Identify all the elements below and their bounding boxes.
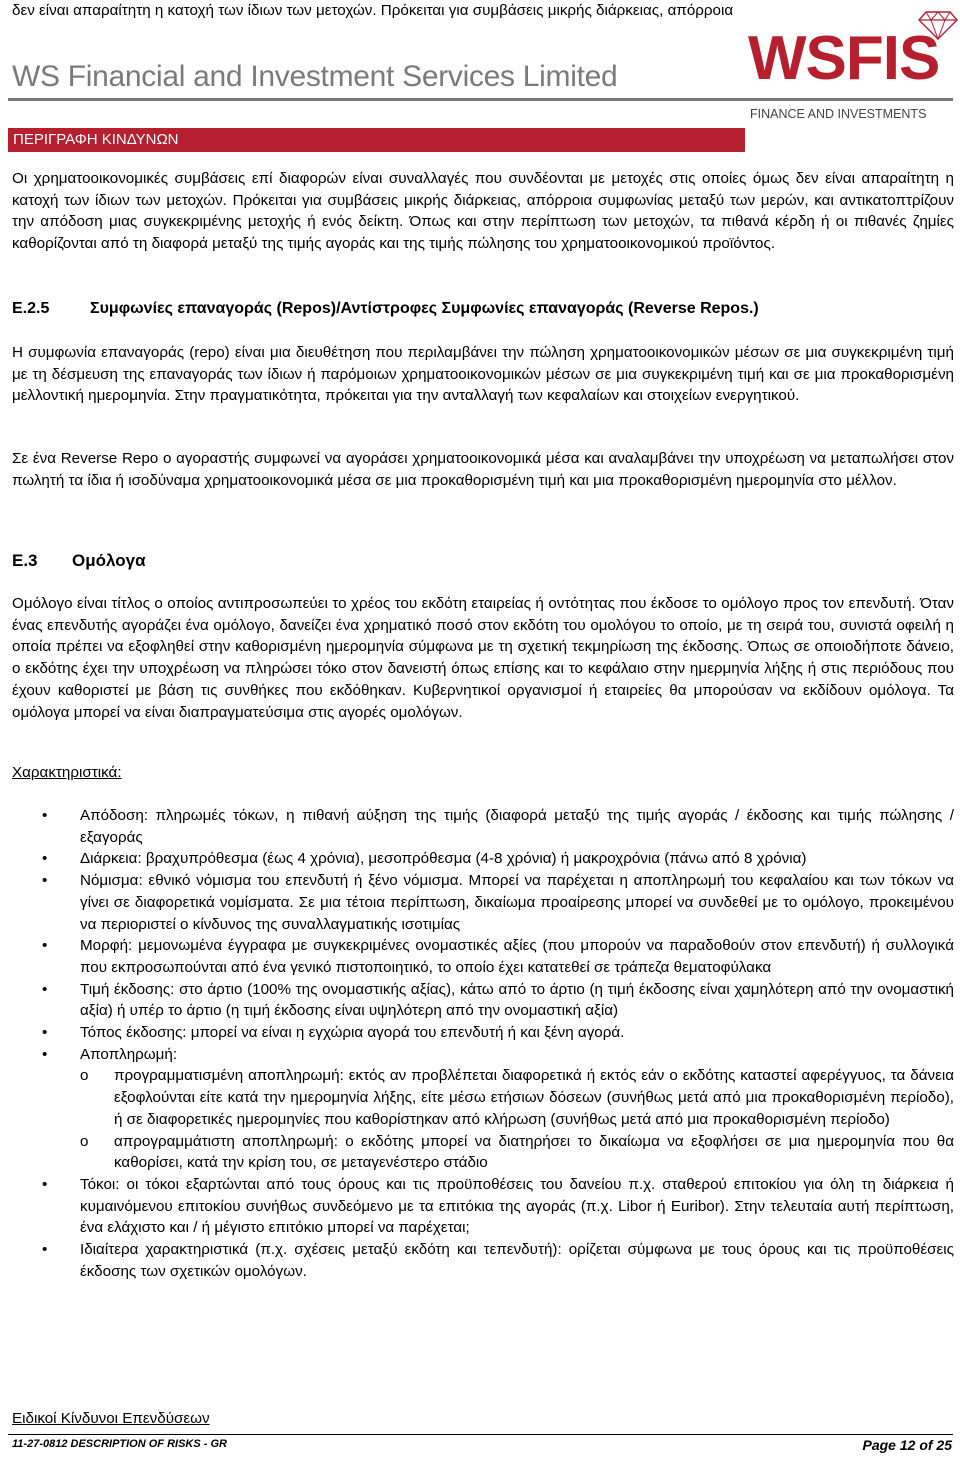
- heading-e25-number: E.2.5: [12, 300, 50, 317]
- bullet-icon: •: [42, 1024, 48, 1042]
- heading-e25-title: Συμφωνίες επαναγοράς (Repos)/Αντίστροφες Συμφωνίες επαναγοράς (Reverse Repos.): [90, 300, 759, 317]
- list-item: • Διάρκεια: βραχυπρόθεσμα (έως 4 χρόνια), μεσοπρόθεσμα (4-8 χρόνια) ή μακροχρόνια (πάνω από 8 χρόνια): [12, 848, 954, 870]
- bullet-icon: •: [42, 872, 48, 890]
- heading-e3: [12, 551, 146, 571]
- bullet-icon: •: [42, 980, 48, 998]
- page-header: [0, 0, 960, 121]
- list-item: • Μορφή: μεμονωμένα έγγραφα με συγκεκριμένες ονομαστικές αξίες (που μπορούν να παραδοθούν στον επενδυτή) ή συλλογικά που εκπροσωπούνται από ένα γενικό πιστοποιητικό, το οποίο έχει κατατεθεί σε τράπεζα θεματοφύλακα: [42, 937, 954, 976]
- heading-e3-number: E.3: [12, 551, 38, 570]
- sub-bullet-icon: o: [80, 1132, 89, 1150]
- logo-tagline: FINANCE AND INVESTMENTS: [750, 107, 927, 121]
- header-overlap-text: δεν είναι απαραίτητη η κατοχή των ίδιων των μετοχών. Πρόκειται για συμβάσεις μικρής διάρκειας, απόρροια: [12, 2, 734, 19]
- bullet-icon: •: [42, 1241, 48, 1259]
- repayment-sublist: [80, 1065, 954, 1174]
- list-item: • Τόπος έκδοσης: μπορεί να είναι η εγχώρια αγορά του επενδυτή ή και ξένη αγορά.: [12, 1022, 954, 1044]
- list-item: • Νόμισμα: εθνικό νόμισμα του επενδυτή ή ξένο νόμισμα. Μπορεί να παρέχεται η αποπληρωμή του κεφαλαίου και των τόκων να γίνει σε διαφορετικά νομίσματα. Σε μια τέτοια περίπτωση, δικαίωμα προαίρεσης μπορεί να συνδεθεί με το ομόλογο, προκειμένου να περιοριστεί ο κίνδυνος της συναλλαγματικής ισοτιμίας: [42, 872, 954, 933]
- bullet-icon: •: [42, 807, 48, 824]
- bullet-icon: •: [42, 937, 48, 955]
- bullet-icon: •: [42, 850, 48, 868]
- sub-list-item: o απρογραμμάτιστη αποπληρωμή: ο εκδότης μπορεί να διατηρήσει το δικαίωμα να εξοφλήσει σε μια ημερομηνία που θα καθορίσει, κατά την κρίση του, σε μεταγενέστερο στάδιο: [80, 1132, 954, 1172]
- section-title: ΠΕΡΙΓΡΑΦΗ ΚΙΝΔΥΝΩΝ: [13, 131, 179, 148]
- footer-divider: [8, 1434, 953, 1435]
- sub-list-item: o προγραμματισμένη αποπληρωμή: εκτός αν προβλέπεται διαφορετικά ή εκτός εάν ο εκδότης καταστεί αφερέγγυος, τα δάνεια εξοφλούνται είτε κατά την ημερομηνία λήξης, είτε μέσω ετήσιων δόσεων (συνήθως μετά από μια προκαθορισμένη περίοδο), ή σε διαφορετικές ημερομηνίες που καθορίστηκαν από κλήρωση (συνήθως μετά από μια προκαθορισμένη περίοδο): [80, 1067, 954, 1128]
- sub-bullet-icon: o: [80, 1067, 89, 1085]
- heading-e3-title: Ομόλογα: [72, 551, 146, 570]
- section-title-bar: [8, 128, 745, 152]
- bullet-icon: •: [42, 1045, 48, 1063]
- paragraph-cfd: Οι χρηματοοικονομικές συμβάσεις επί διαφορών είναι συναλλαγές που συνδέονται με μετοχές στις οποίες όμως δεν είναι απαραίτητη η κατοχή των ίδιων των μετοχών. Πρόκειται για συμβάσεις μικρής διάρκειας, απόρροια συμφωνίας μεταξύ των μερών, και αντικατοπτρίζουν την απόδοση μιας συγκεκριμένης μετοχής ή ενός δείκτη. Όπως και στην περίπτωση των μετοχών, τα πιθανά κέρδη ή οι πιθανές ζημίες καθορίζονται από τη διαφορά μεταξύ της τιμής αγοράς και της τιμής πώλησης του χρηματοοικονομικού προϊόντος.: [12, 170, 954, 253]
- wsfis-logo: [748, 10, 958, 122]
- logo-wordmark: WSFIS: [748, 24, 940, 93]
- list-item: • Ιδιαίτερα χαρακτηριστικά (π.χ. σχέσεις μεταξύ εκδότη και τεπενδυτή): ορίζεται σύμφωνα με τους όρους και τις προϋποθέσεις έκδοσης των σχετικών ομολόγων.: [42, 1241, 954, 1280]
- characteristics-label: Χαρακτηριστικά:: [12, 764, 122, 781]
- company-name: WS Financial and Investment Services Limited: [12, 60, 618, 93]
- footer-page-number: Page 12 of 25: [862, 1437, 952, 1453]
- characteristics-list: [12, 805, 954, 1282]
- paragraph-reverse-repo: Σε ένα Reverse Repo ο αγοραστής συμφωνεί να αγοράσει χρηματοοικονομικά μέσα και αναλαμβάνει την υποχρέωση να μεταπωλήσει στον πωλητή τα ίδια ή ισοδύναμα χρηματοοικονομικά μέσα σε μια προκαθορισμένη τιμή και μια προκαθορισμένη ημερομηνία στο μέλλον.: [12, 450, 954, 489]
- heading-e25: [12, 299, 759, 319]
- list-item: • Τόκοι: οι τόκοι εξαρτώνται από τους όρους και τις προϋποθέσεις του δανείου π.χ. σταθερού επιτοκίου για όλη τη διάρκεια ή κυμαινόμενου επιτοκίου συνήθως συνδεόμενο με τα επιτόκια της αγοράς (π.χ. Libor ή Euribor). Στην τελευταία αυτή περίπτωση, ένα ελάχιστο και / ή μέγιστο επιτόκιο μπορεί να παρέχεται;: [42, 1175, 954, 1237]
- diamond-icon: [918, 10, 958, 40]
- special-risks-label: Ειδικοί Κίνδυνοι Επενδύσεων: [12, 1410, 210, 1427]
- list-item: • Αποπληρωμή: o προγραμματισμένη αποπληρωμή: εκτός αν προβλέπεται διαφορετικά ή εκτός εάν ο εκδότης καταστεί αφερέγγυος, τα δάνεια εξοφλούνται είτε κατά την ημερομηνία λήξης, είτε μέσω ετήσιων δόσεων (συνήθως μετά από μια προκαθορισμένη περίοδο), ή σε διαφορετικές ημερομηνίες που καθορίστηκαν από κλήρωση (συνήθως μετά από μια προκαθορισμένη περίοδο) o απρογραμμάτιστη αποπληρωμή: ο εκδότης μπορεί να διατηρήσει το δικαίωμα να εξοφλήσει σε μια ημερομηνία που θα καθορίσει, κατά την κρίση του, σε μεταγενέστερο στάδιο: [12, 1044, 954, 1174]
- paragraph-bonds: Ομόλογο είναι τίτλος ο οποίος αντιπροσωπεύει το χρέος του εκδότη εταιρείας ή οντότητας που έκδοσε το ομόλογο προς τον επενδυτή. Όταν ένας επενδυτής αγοράζει ένα ομόλογο, δανείζει ένα χρηματικό ποσό στον εκδότη του ομολόγου το οποίο, με τη σειρά του, συνιστά οφειλή η οποία πρέπει να εξοφληθεί στην καθορισμένη ημερομηνία σύμφωνα με τη σχετική τεκμηρίωση της έκδοσης. Όπως σε οποιοδήποτε δάνειο, ο εκδότης έχει την υποχρέωση να πληρώσει τόκο στον δανειστή όπως επίσης και το κεφάλαιο στην ημερμηνία λήξης ή στις περιόδους που έχουν καθοριστεί με βάση τις συνθήκες που εκδόθηκαν. Κυβερνητικοί οργανισμοί ή εταιρείες θα μπορούσαν να εκδίδουν ομόλογα. Τα ομόλογα μπορεί να είναι διαπραγματεύσιμα στις αγορές ομολόγων.: [12, 595, 954, 721]
- footer-document-id: 11-27-0812 DESCRIPTION OF RISKS - GR: [12, 1438, 227, 1450]
- paragraph-repo: Η συμφωνία επαναγοράς (repo) είναι μια διευθέτηση που περιλαμβάνει την πώληση χρηματοοικονομικών μέσων σε μια συγκεκριμένη τιμή με τη δέσμευση της επαναγοράς των ίδιων ή παρόμοιων χρηματοοικονομικών μέσων σε μια συγκεκριμένη τιμή και σε μια προκαθορισμένη μελλοντική ημερομηνία. Στην πραγματικότητα, πρόκειται για την ανταλλαγή των κεφαλαίων και στοιχείων ενεργητικού.: [12, 344, 954, 405]
- bullet-icon: •: [42, 1175, 48, 1193]
- list-item: • Τιμή έκδοσης: στο άρτιο (100% της ονομαστικής αξίας), κάτω από το άρτιο (η τιμή έκδοσης είναι χαμηλότερη από την ονομαστική αξία) ή υπέρ το άρτιο (η τιμή έκδοσης είναι υψηλότερη από την ονομαστική αξία): [42, 980, 954, 1020]
- list-item: • Απόδοση: πληρωμές τόκων, η πιθανή αύξηση της τιμής (διαφορά μεταξύ της τιμής αγοράς / έκδοσης και τιμής πώλησης / εξαγοράς: [42, 807, 954, 846]
